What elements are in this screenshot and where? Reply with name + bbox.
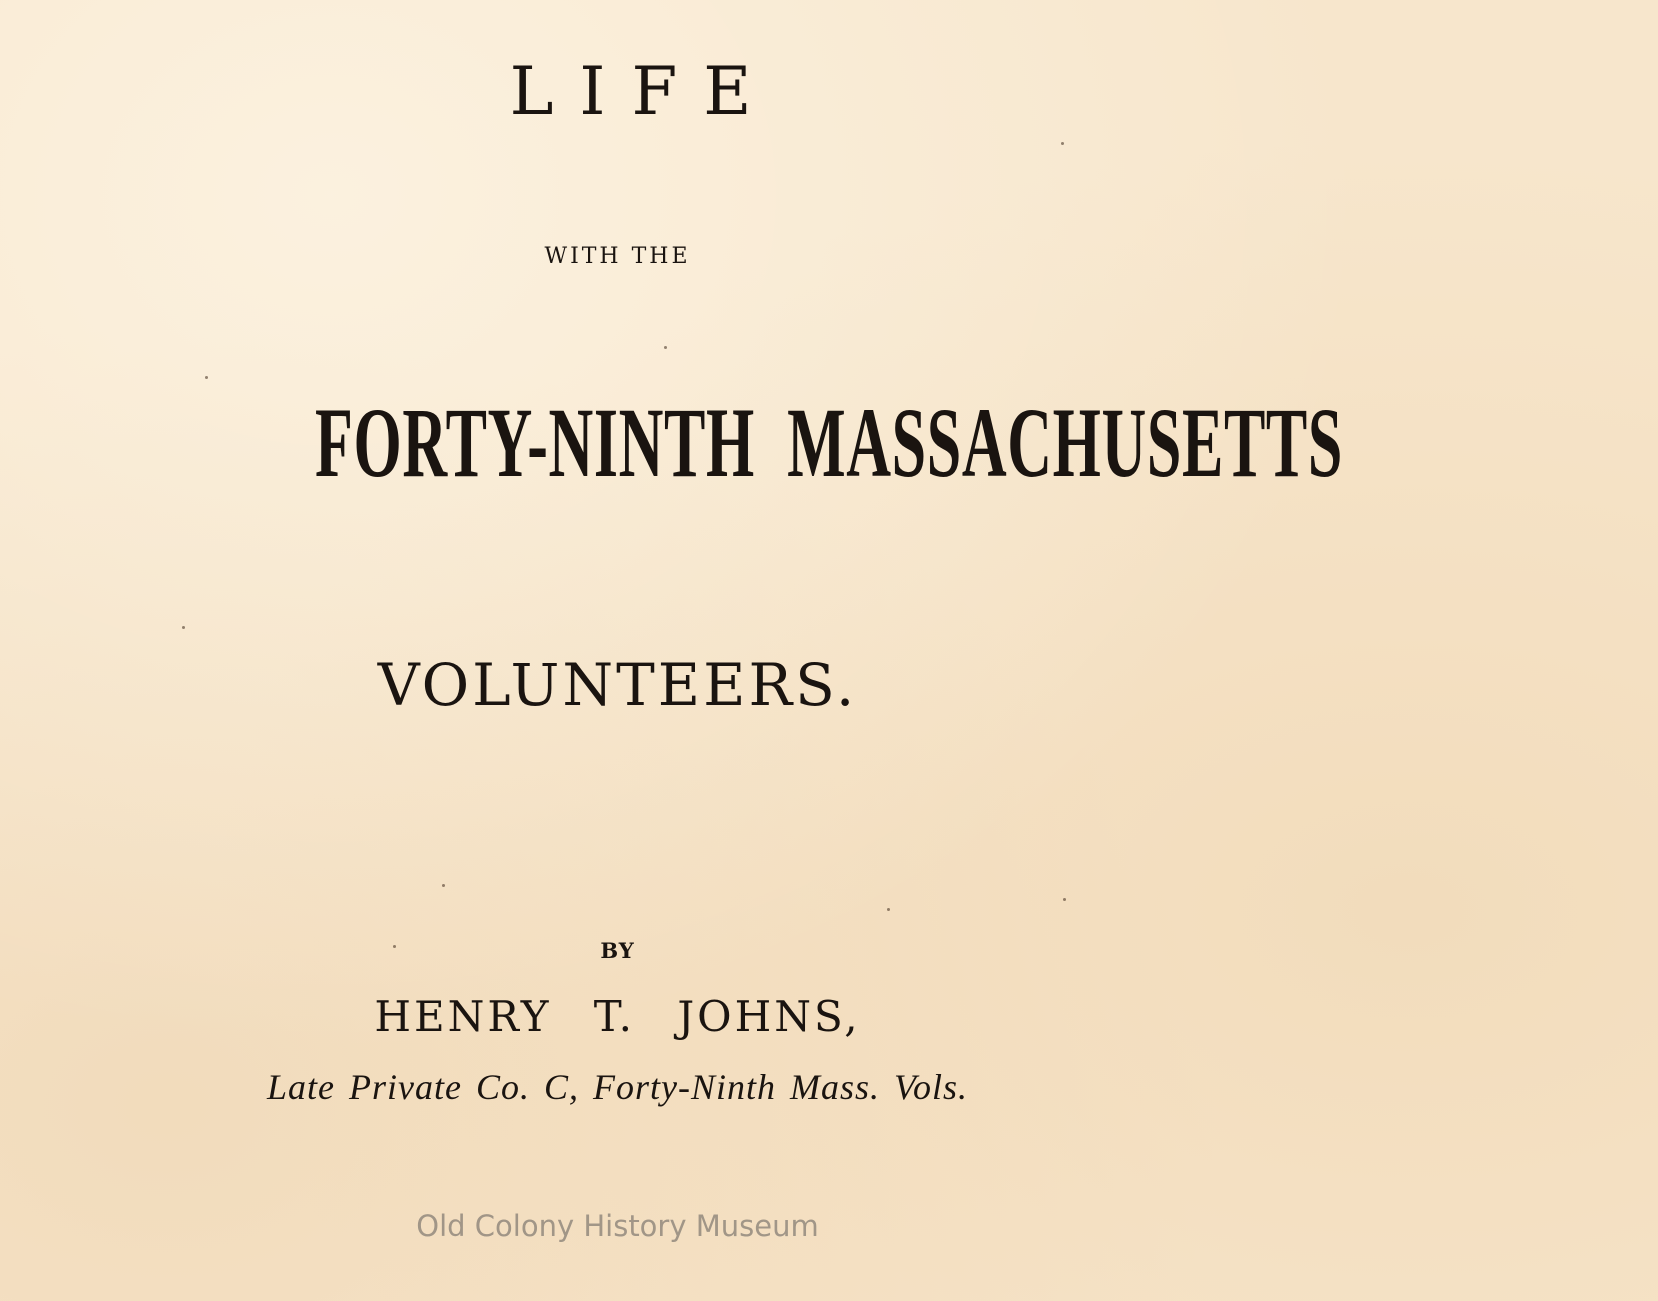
paper-speck bbox=[182, 626, 185, 629]
regiment-title bbox=[0, 387, 1344, 498]
paper-speck bbox=[1061, 142, 1064, 145]
paper-speck bbox=[442, 884, 445, 887]
paper-speck bbox=[393, 945, 396, 948]
paper-speck bbox=[1063, 898, 1066, 901]
paper-speck bbox=[664, 346, 667, 349]
museum-watermark: Old Colony History Museum bbox=[416, 1209, 819, 1243]
title-connector: WITH THE bbox=[544, 244, 691, 269]
book-subtitle: VOLUNTEERS. bbox=[377, 651, 858, 719]
regiment-title-text: FORTY-NINTH MASSACHUSETTS bbox=[315, 387, 1344, 498]
author-name: HENRY T. JOHNS, bbox=[374, 992, 861, 1041]
byline-label: BY bbox=[600, 938, 635, 963]
author-credentials: Late Private Co. C, Forty-Ninth Mass. Vols. bbox=[267, 1067, 968, 1107]
paper-speck bbox=[205, 376, 208, 379]
book-title-main: LIFE bbox=[509, 53, 778, 130]
paper-speck bbox=[887, 908, 890, 911]
